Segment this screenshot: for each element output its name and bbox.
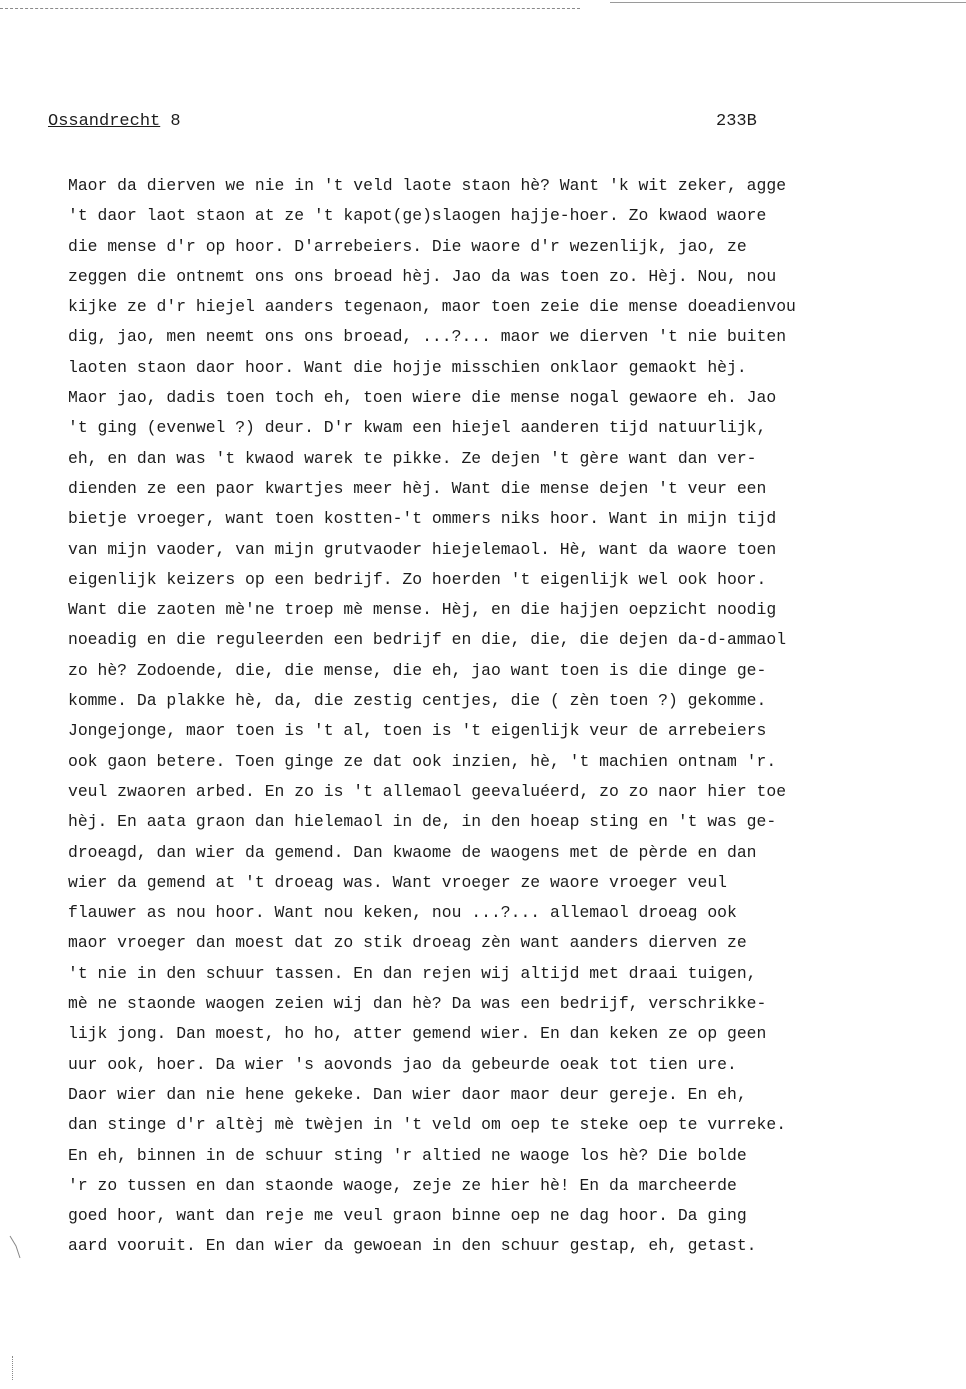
margin-dotted-line bbox=[12, 1356, 19, 1380]
transcript-line: veul zwaoren arbed. En zo is 't allemaol geevaluéerd, zo zo naor hier toe bbox=[68, 781, 787, 801]
transcript-line: Maor da dierven we nie in 't veld laote staon hè? Want 'k wit zeker, agge bbox=[68, 176, 787, 195]
transcript-line: dienden ze een paor kwartjes meer hèj. Want die mense dejen 't veur een bbox=[68, 478, 767, 498]
transcript-line: En eh, binnen in de schuur sting 'r altied ne waoge los hè? Die bolde bbox=[68, 1145, 747, 1165]
transcript-line: bietje vroeger, want toen kostten-'t ommers niks hoor. Want in mijn tijd bbox=[68, 509, 777, 529]
transcript-body bbox=[68, 171, 948, 1262]
transcript-line: droeagd, dan wier da gemend. Dan kwaome de waogens met de pèrde en dan bbox=[68, 842, 757, 862]
transcript-line: aard vooruit. En dan wier da gewoean in den schuur gestap, eh, getast. bbox=[68, 1236, 757, 1256]
transcript-line: mè ne staonde waogen zeien wij dan hè? Da was een bedrijf, verschrikke- bbox=[68, 994, 767, 1014]
header-page-code: 233B bbox=[716, 112, 757, 131]
transcript-line: laoten staon daor hoor. Want die hojje misschien onklaor gemaokt hèj. bbox=[68, 357, 747, 377]
transcript-line: flauwer as nou hoor. Want nou keken, nou ...?... allemaol droeag ook bbox=[68, 903, 737, 923]
transcript-line: komme. Da plakke hè, da, die zestig centjes, die ( zèn toen ?) gekomme. bbox=[68, 691, 767, 711]
transcript-line: zo hè? Zodoende, die, die mense, die eh, jao want toen is die dinge ge- bbox=[68, 660, 767, 680]
transcript-line: goed hoor, want dan reje me veul graon binne oep ne dag hoor. Da ging bbox=[68, 1206, 747, 1226]
transcript-line: kijke ze d'r hiejel aanders tegenaon, maor toen zeie die mense doeadienvou bbox=[68, 297, 796, 317]
transcript-line: hèj. En aata graon dan hielemaol in de, in den hoeap sting en 't was ge- bbox=[68, 812, 777, 832]
transcript-line: Jongejonge, maor toen is 't al, toen is 't eigenlijk veur de arrebeiers bbox=[68, 721, 767, 741]
transcript-line: eigenlijk keizers op een bedrijf. Zo hoerden 't eigenlijk wel ook hoor. bbox=[68, 569, 767, 589]
top-dashed-rule bbox=[0, 8, 580, 9]
transcript-line: maor vroeger dan moest dat zo stik droeag zèn want aanders dierven ze bbox=[68, 933, 747, 953]
transcript-line: lijk jong. Dan moest, ho ho, atter gemend wier. En dan keken ze op geen bbox=[68, 1024, 767, 1044]
transcript-line: 't daor laot staon at ze 't kapot(ge)slaogen hajje-hoer. Zo kwaod waore bbox=[68, 206, 767, 226]
transcript-line: van mijn vaoder, van mijn grutvaoder hiejelemaol. Hè, want da waore toen bbox=[68, 539, 777, 559]
transcript-line: Maor jao, dadis toen toch eh, toen wiere die mense nogal gewaore eh. Jao bbox=[68, 388, 777, 408]
transcript-line: noeadig en die reguleerden een bedrijf en die, die, die dejen da-d-ammaol bbox=[68, 630, 787, 650]
top-right-rule bbox=[610, 2, 966, 3]
transcript-line: dan stinge d'r altèj mè twèjen in 't veld om oep te steke oep te vurreke. bbox=[68, 1115, 787, 1135]
transcript-line: ook gaon betere. Toen ginge ze dat ook inzien, hè, 't machien ontnam 'r. bbox=[68, 751, 777, 771]
transcript-line: Want die zaoten mè'ne troep mè mense. Hèj, en die hajjen oepzicht noodig bbox=[68, 600, 777, 620]
transcript-line: uur ook, hoer. Da wier 's aovonds jao da gebeurde oeak tot tien ure. bbox=[68, 1054, 737, 1074]
margin-stroke-icon bbox=[8, 1234, 22, 1260]
header-place-number: 8 bbox=[170, 112, 181, 131]
transcript-line: die mense d'r op hoor. D'arrebeiers. Die waore d'r wezenlijk, jao, ze bbox=[68, 236, 747, 256]
margin-mark bbox=[8, 1234, 22, 1260]
transcript-line: Daor wier dan nie hene gekeke. Dan wier daor maor deur gereje. En eh, bbox=[68, 1084, 747, 1104]
header-place-name: Ossandrecht bbox=[48, 112, 161, 131]
transcript-line: 't ging (evenwel ?) deur. D'r kwam een hiejel aanderen tijd natuurlijk, bbox=[68, 418, 767, 438]
transcript-line: dig, jao, men neemt ons ons broead, ...?... maor we dierven 't nie buiten bbox=[68, 327, 787, 347]
transcript-line: wier da gemend at 't droeag was. Want vroeger ze waore vroeger veul bbox=[68, 872, 728, 892]
transcript-line: 'r zo tussen en dan staonde waoge, zeje ze hier hè! En da marcheerde bbox=[68, 1175, 737, 1195]
page-header bbox=[48, 112, 768, 136]
transcript-line: eh, en dan was 't kwaod warek te pikke. Ze dejen 't gère want dan ver- bbox=[68, 448, 757, 468]
transcript-line: 't nie in den schuur tassen. En dan rejen wij altijd met draai tuigen, bbox=[68, 963, 757, 983]
header-location bbox=[48, 112, 181, 131]
transcript-line: zeggen die ontnemt ons ons broead hèj. Jao da was toen zo. Hèj. Nou, nou bbox=[68, 266, 777, 286]
